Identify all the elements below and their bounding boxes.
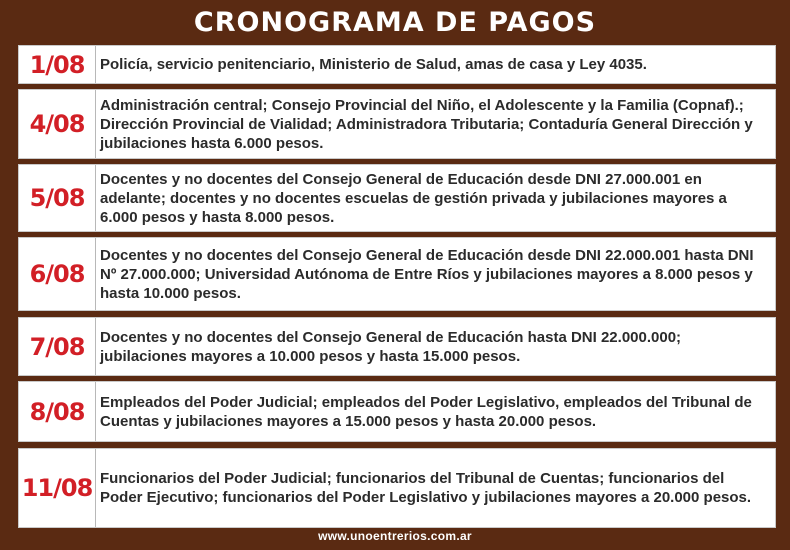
payment-row-5 [18,317,776,376]
payment-row-2 [18,89,776,159]
payment-date: 7/08 [19,318,96,375]
payment-row-4 [18,237,776,311]
payment-row-7 [18,448,776,528]
payment-row-6 [18,381,776,442]
payment-date: 8/08 [19,382,96,441]
payment-date: 11/08 [19,449,96,527]
payment-date: 6/08 [19,238,96,310]
payment-description: Docentes y no docentes del Consejo General de Educación hasta DNI 22.000.000; jubilaciones mayores a 10.000 pesos y hasta 15.000 pesos. [100,328,682,365]
payment-date: 5/08 [19,165,96,231]
source-url: www.unoentrerios.com.ar [318,529,472,543]
payment-date: 1/08 [19,46,96,83]
payment-row-3 [18,164,776,232]
payment-description: Policía, servicio penitenciario, Ministerio de Salud, amas de casa y Ley 4035. [100,56,647,73]
payment-description: Funcionarios del Poder Judicial; funcionarios del Tribunal de Cuentas; funcionarios del Poder Ejecutivo; funcionarios del Poder Legislativo y jubilaciones mayores a 20.000 pesos. [100,470,752,506]
page-title: CRONOGRAMA DE PAGOS [193,7,597,38]
payment-description: Docentes y no docentes del Consejo General de Educación desde DNI 27.000.001 en adelante; docentes y no docentes escuelas de gestión privada y jubilaciones mayores a 6.000 pesos y hasta 8.000 pesos. [100,170,727,226]
payment-date: 4/08 [19,90,96,158]
payment-row-1 [18,45,776,84]
payment-description: Docentes y no docentes del Consejo General de Educación desde DNI 22.000.001 hasta DNI Nº 27.000.000; Universidad Autónoma de Entre Ríos y jubilaciones mayores a 8.000 pesos y hasta 10.000 pesos. [100,246,754,302]
payment-description: Administración central; Consejo Provincial del Niño, el Adolescente y la Familia (Copnaf).; Dirección Provincial de Vialidad; Administradora Tributaria; Contaduría General Dirección y jubilaciones hasta 6.000 pesos. [100,96,753,152]
payment-description: Empleados del Poder Judicial; empleados del Poder Legislativo, empleados del Tribunal de Cuentas y jubilaciones mayores a 15.000 pesos y hasta 20.000 pesos. [100,393,752,430]
